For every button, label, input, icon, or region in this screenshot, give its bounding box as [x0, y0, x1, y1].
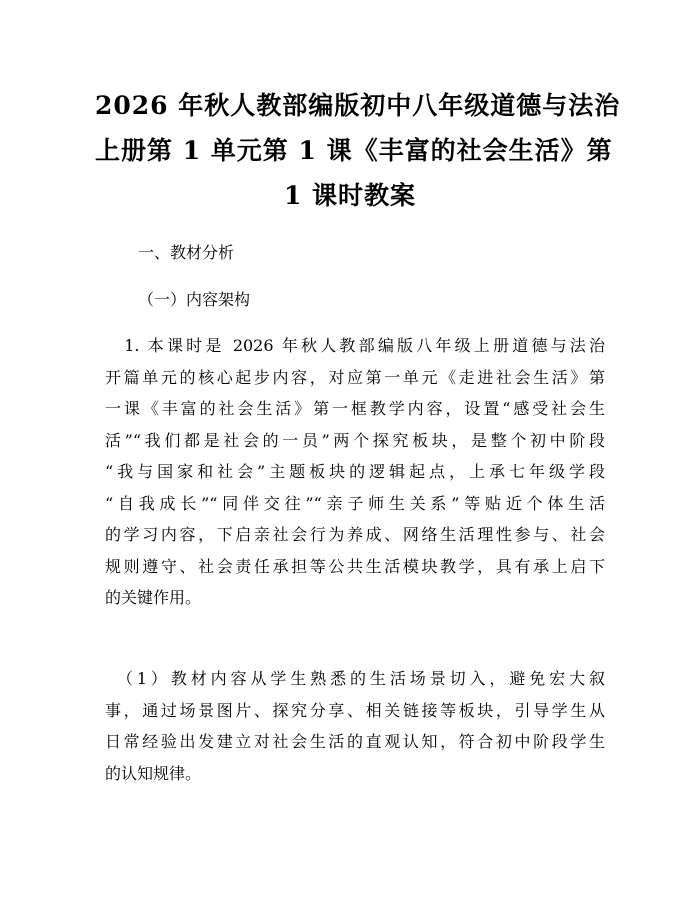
paragraph-line: 事，通过场景图片、探究分享、相关链接等板块，引导学生从	[105, 700, 605, 720]
paragraph-line: “我与国家和社会”主题板块的逻辑起点，上承七年级学段	[105, 462, 605, 481]
paragraph-line: “自我成长”“同伴交往”“亲子师生关系”等贴近个体生活	[105, 493, 605, 513]
paragraph-line: 活”“我们都是社会的一员”两个探究板块，是整个初中阶段	[105, 430, 605, 450]
paragraph-line: 开篇单元的核心起步内容，对应第一单元《走进社会生活》第	[105, 367, 605, 387]
subsection-heading: （一）内容架构	[138, 290, 251, 309]
paragraph-line: 的关键作用。	[105, 588, 202, 607]
paragraph-line: （1）教材内容从学生熟悉的生活场景切入，避免宏大叙	[105, 669, 605, 688]
title-line: 上册第 1 单元第 1 课《丰富的社会生活》第	[95, 136, 613, 165]
paragraph-line: 规则遵守、社会责任承担等公共生活模块教学，具有承上启下	[105, 556, 605, 576]
paragraph-line: 日常经验出发建立对社会生活的直观认知，符合初中阶段学生	[105, 732, 605, 751]
paragraph-content-structure	[105, 330, 605, 614]
section-heading: 一、教材分析	[138, 243, 235, 262]
document-title	[95, 83, 621, 218]
paragraph-line: 1. 本课时是 2026 年秋人教部编版八年级上册道德与法治	[105, 336, 605, 355]
paragraph-line: 的认知规律。	[105, 763, 202, 783]
title-line: 2026 年秋人教部编版初中八年级道德与法治	[95, 91, 621, 120]
paragraph-content-feature	[105, 663, 605, 789]
title-line: 1 课时教案	[283, 181, 417, 210]
paragraph-line: 一课《丰富的社会生活》第一框教学内容，设置“感受社会生	[105, 399, 605, 418]
paragraph-line: 的学习内容，下启亲社会行为养成、网络生活理性参与、社会	[105, 525, 605, 544]
